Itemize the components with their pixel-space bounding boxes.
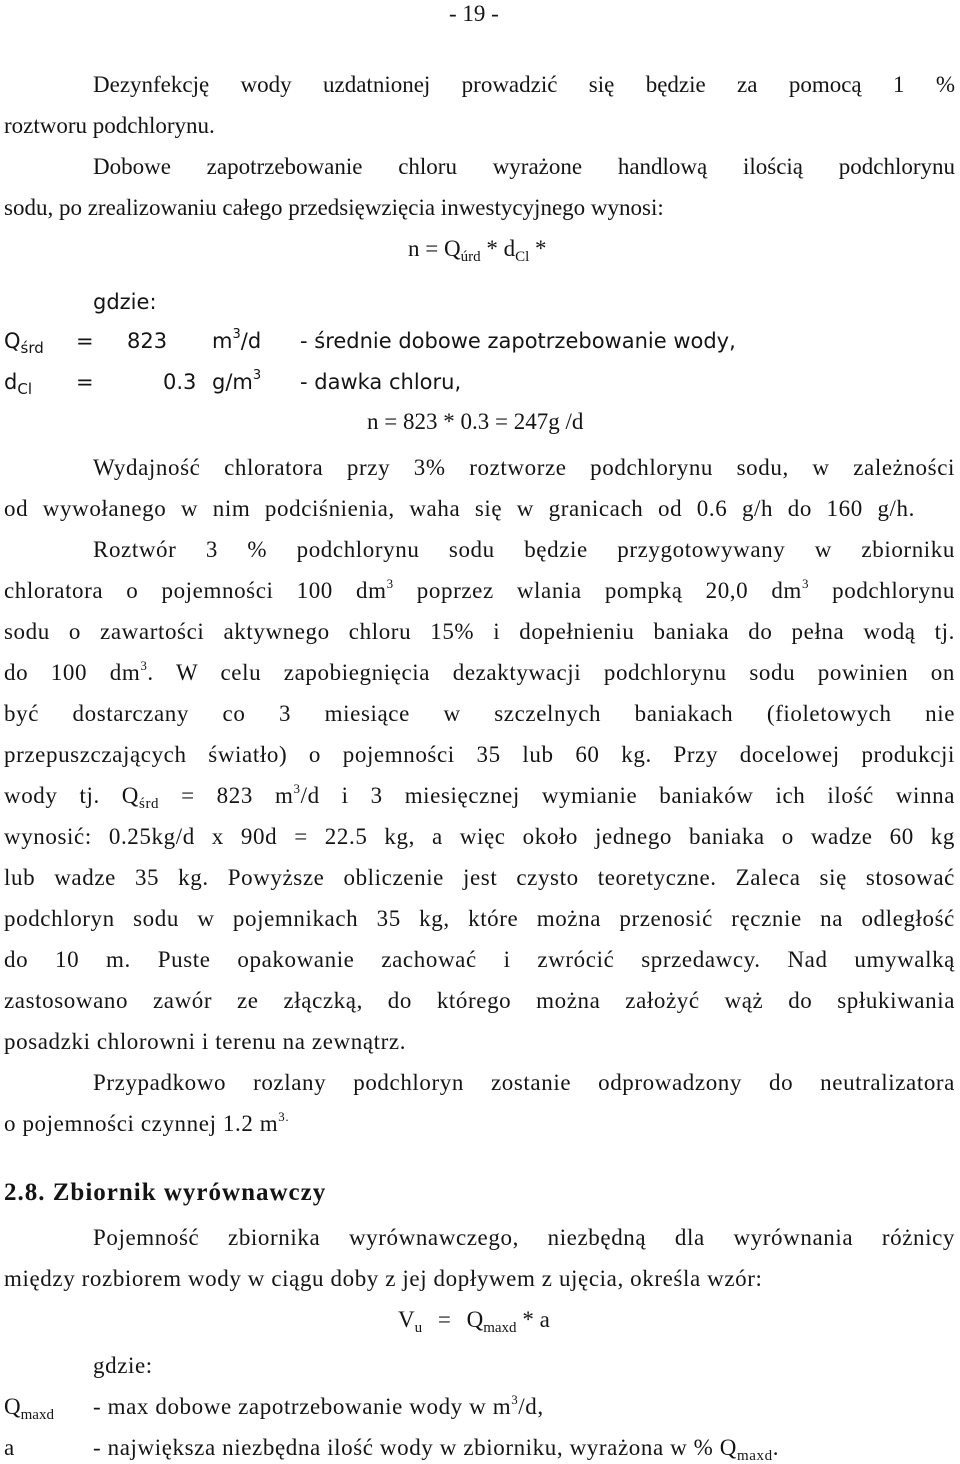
paragraph-line: być dostarczany co 3 miesiące w szczelnych baniakach (fioletowych nie <box>4 701 955 726</box>
paragraph-line: sodu o zawartości aktywnego chloru 15% i dopełnieniu baniaka do pełna wodą tj. <box>4 619 955 644</box>
unit-m3d: $m^3/d$ <box>212 327 262 353</box>
paragraph-line: chloratora o pojemności 100 $dm^3$ poprzez wlania pompką 20,0 $dm^3$ podchlorynu <box>4 576 955 603</box>
formula-daily-chlorine: $n = Q_{úrd} * d_{Cl}$ * <box>408 236 547 265</box>
paragraph-line: podchloryn sodu w pojemnikach 35 kg, które można przenosić ręcznie na odległość <box>4 906 955 931</box>
paragraph-line: sodu, po zrealizowaniu całego przedsięwzięcia inwestycyjnego wynosi: <box>4 195 664 220</box>
value-0-3: 0.3 <box>163 370 197 394</box>
equals-sign: = <box>76 329 94 353</box>
paragraph-line: wynosić: 0.25kg/d x 90d = 22.5 kg, a więc około jednego baniaka o wadze 60 kg <box>4 824 955 849</box>
section-heading: 2.8. Zbiornik wyrównawczy <box>4 1179 327 1206</box>
paragraph-line: przepuszczających światło) o pojemności 35 lub 60 kg. Przy docelowej produkcji <box>4 742 955 767</box>
paragraph-line: do 10 m. Puste opakowanie zachować i zwrócić sprzedawcy. Nad umywalką <box>4 947 955 972</box>
symbol-q-maxd: $Q_{maxd}$ <box>4 1394 54 1423</box>
value-823: 823 <box>127 329 168 353</box>
symbol-a: a <box>4 1435 15 1460</box>
paragraph-line: od wywołanego w nim podciśnienia, waha się w granicach od 0.6 g/h do 160 g/h. <box>4 496 915 521</box>
where-label: gdzie: <box>93 1353 153 1378</box>
paragraph-line: między rozbiorem wody w ciągu doby z jej dopływem z ujęcia, określa wzór: <box>4 1266 763 1291</box>
equals-sign: = <box>76 370 94 394</box>
paragraph-line: o pojemności czynnej 1.2 $m^{3.}$ <box>4 1109 290 1136</box>
paragraph-line: lub wadze 35 kg. Powyższe obliczenie jest czysto teoretyczne. Zaleca się stosować <box>4 865 955 890</box>
unit-g-m3: $g/m^3$ <box>212 368 262 394</box>
paragraph-line: posadzki chlorowni i terenu na zewnątrz. <box>4 1029 407 1054</box>
paragraph-line: Roztwór 3 % podchlorynu sodu będzie przygotowywany w zbiorniku <box>93 537 955 562</box>
definition-text: - dawka chloru, <box>300 370 462 394</box>
definition-text: - max dobowe zapotrzebowanie wody w $m^3/d$, <box>93 1392 544 1419</box>
paragraph-line: zastosowano zawór ze złączką, do którego można założyć wąż do spłukiwania <box>4 988 955 1013</box>
paragraph-line: Dezynfekcję wody uzdatnionej prowadzić się będzie za pomocą 1 % <box>93 72 955 97</box>
paragraph-line: wody tj. $Q_{śrd} = 823$ $m^3/d$ i 3 miesięcznej wymianie baniaków ich ilość winna <box>4 781 956 812</box>
paragraph-line: do 100 $dm^3$. W celu zapobiegnięcia dezaktywacji podchlorynu sodu powinien on <box>4 658 955 685</box>
symbol-q-srd: $Q_{śrd}$ <box>4 329 44 357</box>
where-label: gdzie: <box>93 290 157 314</box>
formula-result: n = 823 * 0.3 = 247g /d <box>367 409 584 434</box>
formula-tank-volume: $V_u = Q_{maxd} * a$ <box>398 1307 550 1336</box>
paragraph-line: Wydajność chloratora przy 3% roztworze podchlorynu sodu, w zależności <box>93 455 955 480</box>
paragraph-line: Przypadkowo rozlany podchloryn zostanie odprowadzony do neutralizatora <box>93 1070 955 1095</box>
definition-text: - największa niezbędna ilość wody w zbiorniku, wyrażona w % $Q_{maxd}$. <box>93 1435 780 1464</box>
page-number: - 19 - <box>449 1 499 26</box>
paragraph-line: Pojemność zbiornika wyrównawczego, niezbędną dla wyrównania różnicy <box>93 1225 955 1250</box>
paragraph-line: Dobowe zapotrzebowanie chloru wyrażone handlową ilością podchlorynu <box>93 154 955 179</box>
definition-text: - średnie dobowe zapotrzebowanie wody, <box>300 329 736 353</box>
symbol-d-cl: $d_{Cl}$ <box>4 370 32 398</box>
paragraph-line: roztworu podchlorynu. <box>4 113 215 138</box>
